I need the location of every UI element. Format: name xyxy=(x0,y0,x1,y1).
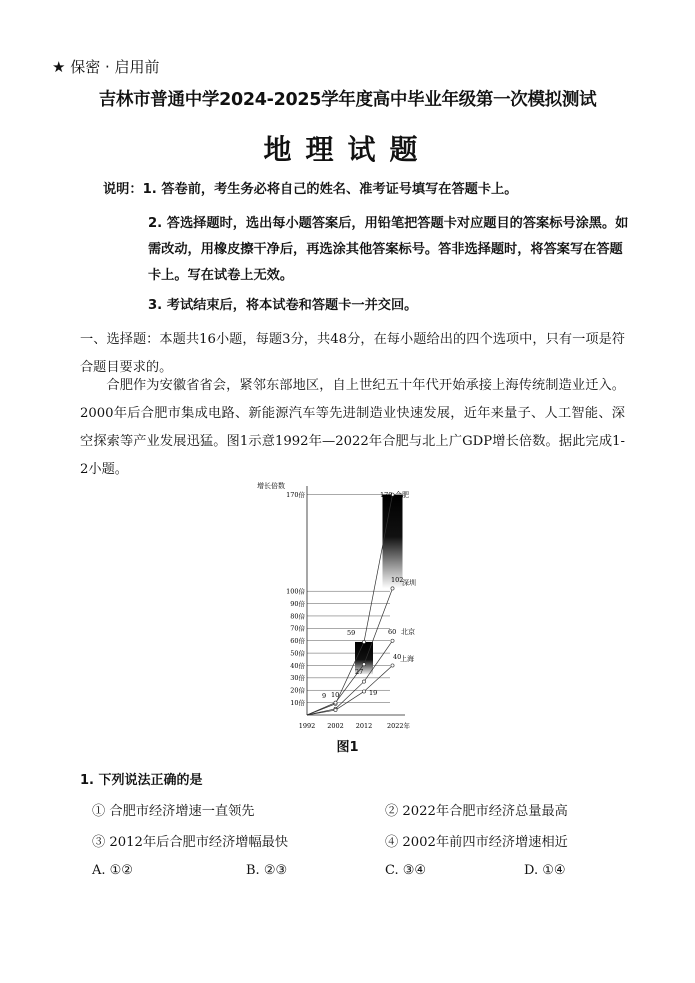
data-label: 60 xyxy=(388,628,397,636)
y-tick-label: 100倍 xyxy=(286,587,305,596)
series-lines xyxy=(307,495,393,715)
series-label: 深圳 xyxy=(402,579,416,587)
data-point xyxy=(391,664,394,667)
y-tick-label: 10倍 xyxy=(290,698,305,707)
y-tick-label: 80倍 xyxy=(290,612,305,621)
data-point xyxy=(362,690,365,693)
statement-4: ④ 2002年前四市经济增速相近 xyxy=(385,835,568,850)
x-tick-label: 2012 xyxy=(355,722,373,730)
data-label: 10 xyxy=(331,691,340,699)
x-tick-labels xyxy=(299,721,411,730)
y-tick-label: 60倍 xyxy=(290,637,305,646)
gdp-growth-chart xyxy=(255,478,425,736)
exam-title: 吉林市普通中学2024-2025学年度高中毕业年级第一次模拟测试 xyxy=(98,90,597,110)
y-tick-label: 90倍 xyxy=(290,599,305,608)
data-point xyxy=(334,708,337,711)
section-heading: 一、选择题：本题共16小题，每题3分，共48分，在每小题给出的四个选项中，只有一项是符合题目要求的。 xyxy=(80,332,625,375)
data-label: 9 xyxy=(322,692,327,700)
x-tick-label: 2002 xyxy=(327,722,344,730)
instruction-1-text: 1. 答卷前，考生务必将自己的姓名、准考证号填写在答题卡上。 xyxy=(142,182,518,197)
instruction-1 xyxy=(103,178,517,197)
data-point xyxy=(362,663,365,666)
data-point xyxy=(362,640,365,643)
subject-title: 地理试题 xyxy=(263,133,432,166)
y-gridlines xyxy=(307,495,395,703)
instruction-2: 2. 答选择题时，选出每小题答案后，用铅笔把答题卡对应题目的答案标号涂黑。如需改动，用橡皮擦干净后，再选涂其他答案标号。答非选择题时，将答案写在答题卡上。写在试卷上无效。 xyxy=(148,216,629,283)
figure-caption: 图1 xyxy=(336,740,359,755)
question-1-stem: 1. 下列说法正确的是 xyxy=(80,773,203,788)
data-label: 40 xyxy=(393,653,402,661)
y-tick-label: 20倍 xyxy=(290,686,305,695)
y-tick-label: 50倍 xyxy=(290,649,305,658)
data-point xyxy=(362,680,365,683)
statement-1: ① 合肥市经济增速一直领先 xyxy=(92,804,255,819)
choice-c[interactable]: C. ③④ xyxy=(385,863,427,878)
y-tick-label: 30倍 xyxy=(290,674,305,683)
data-label: 19 xyxy=(369,689,378,697)
growth-bar-2022 xyxy=(383,495,403,589)
y-axis-label: 增长倍数 xyxy=(257,482,285,490)
data-label: 102 xyxy=(391,576,404,584)
x-tick-label: 2022年 xyxy=(386,722,411,730)
data-point xyxy=(334,701,337,704)
data-label: 27 xyxy=(355,668,364,676)
growth-bars xyxy=(355,495,403,675)
choice-d[interactable]: D. ①④ xyxy=(524,863,566,878)
data-point xyxy=(391,639,394,642)
y-tick-label: 70倍 xyxy=(290,624,305,633)
y-tick-labels xyxy=(286,490,305,707)
data-point xyxy=(391,587,394,590)
instruction-lead: 说明： xyxy=(103,182,143,197)
data-label: 59 xyxy=(347,629,356,637)
confidential-mark: ★ 保密 · 启用前 xyxy=(52,58,160,76)
choice-b[interactable]: B. ②③ xyxy=(246,863,288,878)
data-label: 170 xyxy=(380,491,393,499)
instruction-3: 3. 考试结束后，将本试卷和答题卡一并交回。 xyxy=(148,298,418,313)
series-label: 北京 xyxy=(401,628,415,636)
passage: 合肥作为安徽省省会，紧邻东部地区，自上世纪五十年代开始承接上海传统制造业迁入。2000年后合肥市集成电路、新能源汽车等先进制造业快速发展，近年来量子、人工智能、深空探索等产业发展迅猛。图1示意1992年—2022年合肥与北上广GDP增长倍数。据此完成1-2小题。 xyxy=(80,378,625,477)
series-line xyxy=(307,588,393,715)
series-label: 合肥 xyxy=(395,491,409,499)
y-tick-label: 40倍 xyxy=(290,661,305,670)
series-line xyxy=(307,495,393,715)
choice-a[interactable]: A. ①② xyxy=(92,863,133,878)
series-label: 上海 xyxy=(400,655,414,663)
statement-2: ② 2022年合肥市经济总量最高 xyxy=(385,804,568,819)
y-tick-label: 170倍 xyxy=(286,490,305,499)
statement-3: ③ 2012年后合肥市经济增幅最快 xyxy=(92,835,289,850)
x-tick-label: 1992 xyxy=(298,722,316,730)
